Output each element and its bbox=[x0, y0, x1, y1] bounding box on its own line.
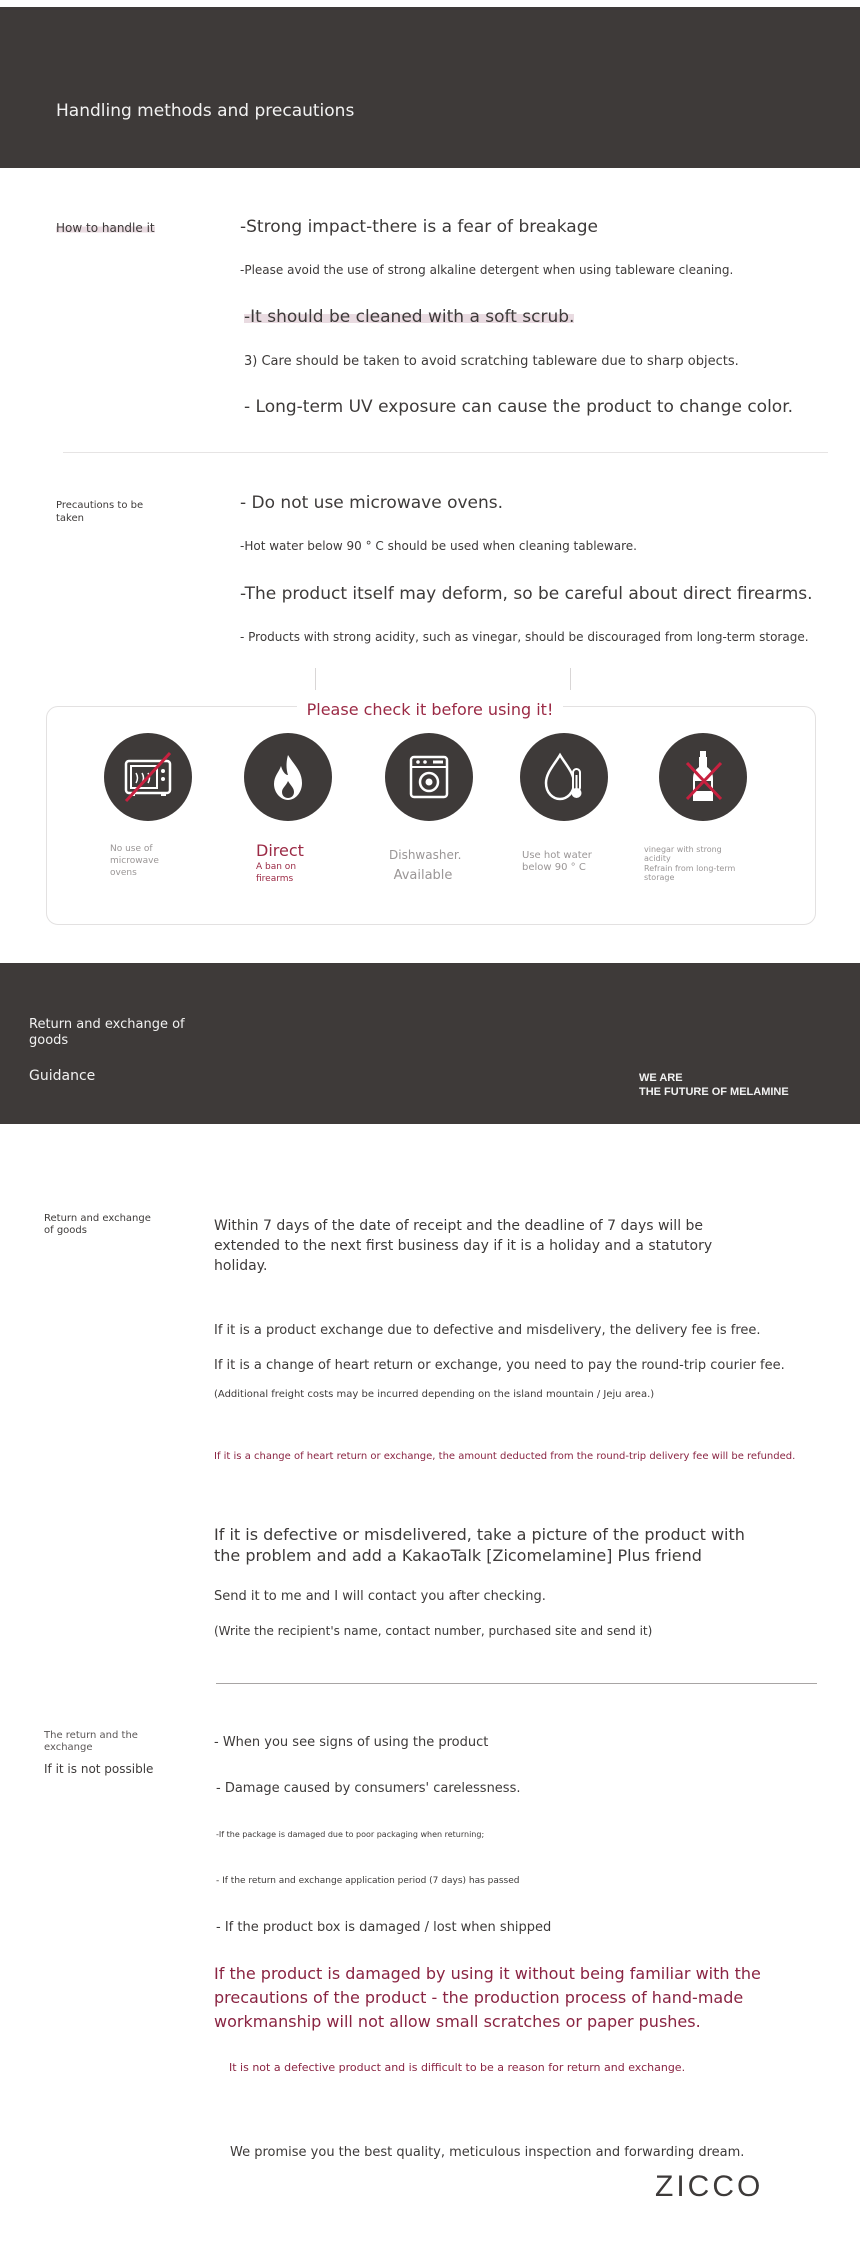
fee-free-text: If it is a product exchange due to defective and misdelivery, the delivery fee is free. bbox=[214, 1323, 761, 1338]
defect-line-2: the problem and add a KakaoTalk [Zicomelamine] Plus friend bbox=[214, 1546, 702, 1565]
section-divider bbox=[63, 452, 828, 453]
refund-note: If it is a change of heart return or exchange, the amount deducted from the round-trip delivery fee will be refunded. bbox=[214, 1451, 796, 1462]
not-possible-item-1: - When you see signs of using the product bbox=[214, 1735, 489, 1750]
page-title: Handling methods and precautions bbox=[56, 101, 355, 121]
returns-intro-1: Within 7 days of the date of receipt and the deadline of 7 days will be bbox=[214, 1218, 704, 1234]
zicco-logo: ZICCO bbox=[655, 2170, 764, 2203]
fire-icon bbox=[244, 733, 332, 821]
tagline-we-are: WE ARE bbox=[639, 1072, 683, 1084]
connector-line bbox=[315, 668, 316, 690]
not-possible-item-3: -If the package is damaged due to poor packaging when returning; bbox=[216, 1830, 485, 1839]
not-possible-label-1: The return and the exchange bbox=[44, 1730, 138, 1753]
return-banner-title: Return and exchange of goods bbox=[29, 1017, 185, 1048]
handling-line-5: - Long-term UV exposure can cause the product to change color. bbox=[244, 397, 794, 417]
handling-label: How to handle it bbox=[56, 221, 155, 235]
warning-line-3: workmanship will not allow small scratches or paper pushes. bbox=[214, 2012, 701, 2031]
precaution-line-1: - Do not use microwave ovens. bbox=[240, 493, 504, 513]
send-text: Send it to me and I will contact you after checking. bbox=[214, 1589, 546, 1604]
vinegar-bottle-icon bbox=[659, 733, 747, 821]
handling-line-1: -Strong impact-there is a fear of breakage bbox=[240, 217, 598, 237]
not-possible-item-2: - Damage caused by consumers' carelessness. bbox=[216, 1781, 521, 1796]
connector-line bbox=[570, 668, 571, 690]
hot-water-caption: Use hot water below 90 ° C bbox=[522, 850, 592, 873]
returns-divider bbox=[216, 1683, 817, 1684]
promise-text: We promise you the best quality, meticulous inspection and forwarding dream. bbox=[230, 2145, 745, 2160]
dishwasher-icon bbox=[385, 733, 473, 821]
precautions-label: Precautions to be taken bbox=[56, 500, 144, 524]
fire-caption-small: A ban on firearms bbox=[256, 862, 297, 884]
not-defective-note: It is not a defective product and is difficult to be a reason for return and exchange. bbox=[229, 2061, 686, 2074]
fire-caption-big: Direct bbox=[256, 841, 304, 860]
precaution-line-3: -The product itself may deform, so be careful about direct firearms. bbox=[240, 584, 813, 604]
freight-note: (Additional freight costs may be incurred depending on the island mountain / Jeju area.) bbox=[214, 1389, 655, 1400]
vinegar-caption-2: Refrain from long-term storage bbox=[644, 864, 736, 882]
warning-line-1: If the product is damaged by using it without being familiar with the bbox=[214, 1964, 761, 1983]
warning-line-2: precautions of the product - the production process of hand-made bbox=[214, 1988, 744, 2007]
handling-line-3: -It should be cleaned with a soft scrub. bbox=[244, 307, 575, 327]
tagline-future: THE FUTURE OF MELAMINE bbox=[639, 1086, 789, 1098]
not-possible-item-5: - If the product box is damaged / lost when shipped bbox=[216, 1920, 552, 1935]
hot-water-icon bbox=[520, 733, 608, 821]
returns-label: Return and exchange of goods bbox=[44, 1213, 151, 1236]
returns-intro-3: holiday. bbox=[214, 1258, 268, 1274]
precaution-line-2: -Hot water below 90 ° C should be used when cleaning tableware. bbox=[240, 539, 637, 553]
handling-line-2: -Please avoid the use of strong alkaline detergent when using tableware cleaning. bbox=[240, 263, 734, 277]
microwave-icon bbox=[104, 733, 192, 821]
dishwasher-caption-1: Dishwasher. bbox=[389, 848, 462, 862]
handling-line-4: 3) Care should be taken to avoid scratching tableware due to sharp objects. bbox=[244, 354, 739, 369]
not-possible-label-2: If it is not possible bbox=[44, 1762, 154, 1776]
check-title bbox=[0, 700, 860, 719]
vinegar-caption-1: vinegar with strong acidity bbox=[644, 845, 722, 863]
fee-paid-text: If it is a change of heart return or exchange, you need to pay the round-trip courier fee. bbox=[214, 1358, 785, 1373]
precaution-line-4: - Products with strong acidity, such as vinegar, should be discouraged from long-term storage. bbox=[240, 630, 809, 644]
check-title-text: Please check it before using it! bbox=[297, 700, 564, 719]
not-possible-item-4: - If the return and exchange application period (7 days) has passed bbox=[216, 1876, 520, 1886]
returns-intro-2: extended to the next first business day if it is a holiday and a statutory bbox=[214, 1238, 713, 1254]
header-band bbox=[0, 7, 860, 168]
microwave-caption: No use of microwave ovens bbox=[110, 844, 159, 878]
write-text: (Write the recipient's name, contact number, purchased site and send it) bbox=[214, 1624, 653, 1638]
dishwasher-caption-2: Available bbox=[393, 868, 453, 883]
defect-line-1: If it is defective or misdelivered, take a picture of the product with bbox=[214, 1525, 745, 1544]
return-banner-subtitle: Guidance bbox=[29, 1068, 96, 1084]
